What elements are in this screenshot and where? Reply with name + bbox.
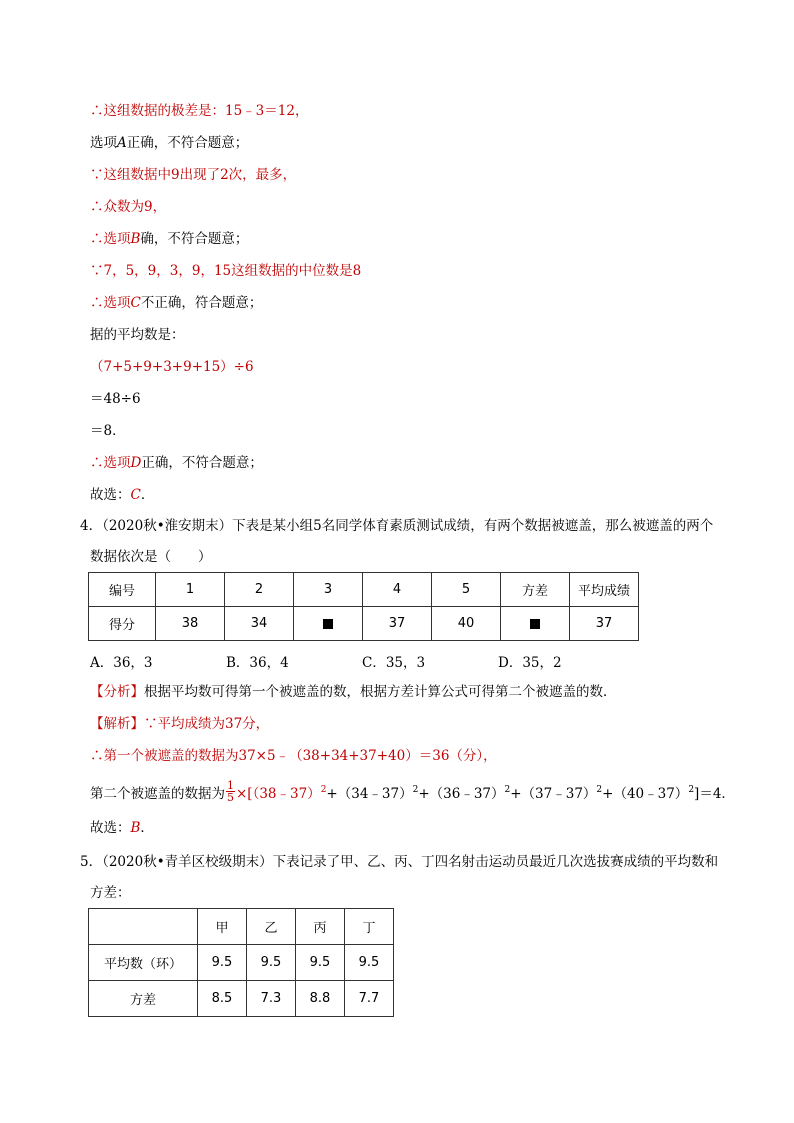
solution-line-option-d: ∴选项D正确，不符合题意； — [90, 455, 263, 471]
option-d: D．35，2 — [498, 655, 562, 671]
table-cell: 方差 — [501, 573, 570, 607]
table-row — [89, 981, 394, 1017]
question-4-stem: 4．（2020秋•淮安期末）下表是某小组5名同学体育素质测试成绩，有两个数据被遮盖，那么被遮盖的两个 — [80, 518, 714, 534]
table-cell: 37 — [570, 607, 639, 641]
covered-cell — [294, 607, 363, 641]
covered-square-icon — [323, 619, 333, 629]
table-header-row — [89, 909, 394, 945]
solution-line-mean-expr: （7+5+9+3+9+15）÷6 — [90, 359, 254, 375]
table-cell — [89, 909, 198, 945]
solution-line-option-a: 选项A正确，不符合题意； — [90, 135, 249, 151]
solution-line-mean-label: 据的平均数是： — [90, 327, 185, 343]
table-cell: 9.5 — [198, 945, 247, 981]
question-5-stem: 5．（2020秋•青羊区校级期末）下表记录了甲、乙、丙、丁四名射击运动员最近几次选拔赛成绩的平均数和 — [80, 854, 719, 870]
table-cell: 平均成绩 — [570, 573, 639, 607]
table-cell: 8.5 — [198, 981, 247, 1017]
table-cell: 丁 — [345, 909, 394, 945]
solution-line-option-b: ∴选项B确，不符合题意； — [90, 231, 249, 247]
table-cell: 1 — [156, 573, 225, 607]
table-cell: 9.5 — [345, 945, 394, 981]
question-4-analysis: 【分析】根据平均数可得第一个被遮盖的数，根据方差计算公式可得第二个被遮盖的数． — [90, 684, 617, 700]
solution-line-nine-twice: ∵这组数据中9出现了2次，最多， — [90, 167, 297, 183]
table-cell: 40 — [432, 607, 501, 641]
solution-line-range: ∴这组数据的极差是：15﹣3＝12， — [90, 103, 309, 119]
option-a: A．36，3 — [90, 655, 153, 671]
table-row — [89, 945, 394, 981]
table-cell: 7.3 — [247, 981, 296, 1017]
table-cell: 7.7 — [345, 981, 394, 1017]
table-cell: 3 — [294, 573, 363, 607]
solution-line-mode: ∴众数为9， — [90, 199, 167, 215]
question-4-solution-2: ∴第一个被遮盖的数据为37×5﹣（38+34+37+40）＝36（分）， — [90, 748, 497, 764]
question-4-table — [88, 572, 639, 641]
table-cell: 方差 — [89, 981, 198, 1017]
solution-line-mean-result: ＝8． — [90, 423, 126, 439]
question-5-stem-cont: 方差： — [90, 885, 131, 901]
covered-cell — [501, 607, 570, 641]
question-4-solution-3: 第二个被遮盖的数据为 $\frac{1}{5}$ ×[（38﹣37）$^2$+（34﹣37）$^2$+（36﹣37）$^2$+（37﹣37）$^2$+（40﹣37）$^2$]＝4． — [90, 779, 735, 804]
table-cell: 平均数（环） — [89, 945, 198, 981]
table-cell: 乙 — [247, 909, 296, 945]
table-cell: 9.5 — [247, 945, 296, 981]
solution-line-answer: 故选：C． — [90, 487, 155, 503]
solution-line-median: ∵7，5，9，3，9，15这组数据的中位数是8 — [90, 263, 362, 279]
table-cell: 编号 — [89, 573, 156, 607]
table-cell: 8.8 — [296, 981, 345, 1017]
table-cell: 2 — [225, 573, 294, 607]
option-b: B．36，4 — [226, 655, 289, 671]
covered-square-icon — [530, 619, 540, 629]
table-cell: 38 — [156, 607, 225, 641]
table-cell: 5 — [432, 573, 501, 607]
table-cell: 得分 — [89, 607, 156, 641]
solution-line-option-c: ∴选项C不正确，符合题意； — [90, 295, 263, 311]
fraction: $\frac{1}{5}$ — [227, 779, 234, 804]
question-4-answer: 故选：B． — [90, 820, 154, 836]
question-4-stem-cont: 数据依次是（ ） — [90, 549, 212, 565]
table-cell: 34 — [225, 607, 294, 641]
table-cell: 37 — [363, 607, 432, 641]
table-header-row — [89, 573, 639, 607]
table-row — [89, 607, 639, 641]
table-cell: 9.5 — [296, 945, 345, 981]
option-c: C．35，3 — [362, 655, 426, 671]
table-cell: 丙 — [296, 909, 345, 945]
solution-line-mean-step: ＝48÷6 — [90, 391, 141, 407]
question-4-solution-1: 【解析】∵平均成绩为37分， — [90, 716, 270, 732]
table-cell: 4 — [363, 573, 432, 607]
table-cell: 甲 — [198, 909, 247, 945]
question-5-table — [88, 908, 394, 1017]
